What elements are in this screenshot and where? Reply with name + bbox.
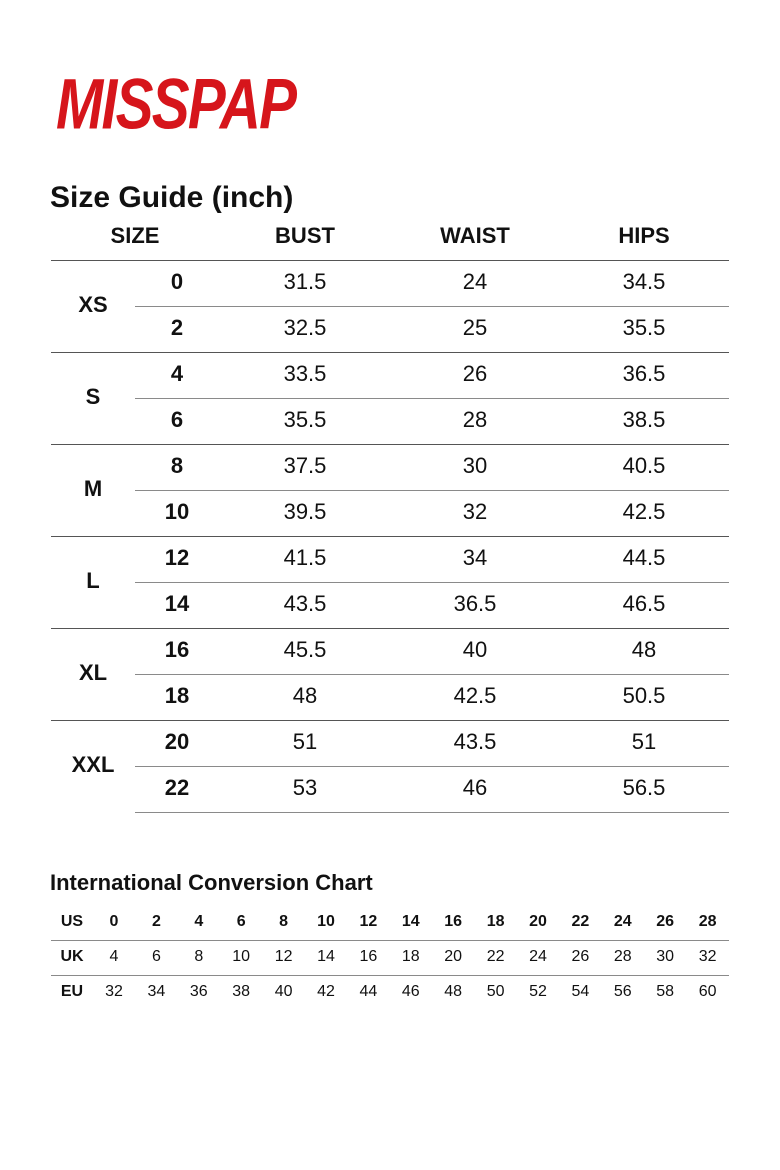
hips-cell: 48: [631, 637, 657, 662]
size-cell: 16: [164, 637, 190, 662]
conversion-cell: 12: [359, 913, 378, 930]
waist-cell: 34: [462, 545, 488, 570]
group-divider: [51, 352, 729, 353]
conversion-cell: 8: [279, 913, 289, 930]
conversion-cell: 52: [529, 983, 547, 1000]
hips-cell: 38.5: [622, 407, 666, 432]
table-bottom-line: [135, 812, 729, 813]
waist-cell: 32: [462, 499, 488, 524]
group-divider: [51, 536, 729, 537]
conversion-cell: 6: [236, 913, 246, 930]
conversion-cell: 58: [656, 983, 675, 1000]
group-divider: [51, 444, 729, 445]
conversion-cell: 0: [109, 913, 119, 930]
row-divider: [135, 398, 729, 399]
conversion-cell: 42: [317, 983, 335, 1000]
conversion-cell: 18: [401, 948, 420, 965]
row-divider: [135, 582, 729, 583]
conversion-cell: 38: [232, 983, 251, 1000]
conversion-cell: 28: [698, 913, 717, 930]
bust-cell: 31.5: [283, 269, 327, 294]
waist-cell: 43.5: [453, 729, 497, 754]
hips-cell: 34.5: [622, 269, 666, 294]
conversion-cell: 56: [613, 983, 632, 1000]
bust-cell: 32.5: [283, 315, 327, 340]
size-group-label: M: [83, 476, 103, 501]
conversion-row-label: US: [60, 913, 84, 930]
size-group-label: XL: [78, 660, 108, 685]
hips-cell: 44.5: [622, 545, 666, 570]
row-divider: [135, 490, 729, 491]
conversion-row-divider: [51, 975, 729, 976]
waist-cell: 46: [462, 775, 488, 800]
hips-cell: 42.5: [622, 499, 666, 524]
hips-cell: 50.5: [622, 683, 666, 708]
size-cell: 22: [164, 775, 190, 800]
conversion-cell: 12: [274, 948, 293, 965]
conversion-cell: 14: [317, 948, 335, 965]
conversion-cell: 16: [359, 948, 378, 965]
conversion-cell: 14: [401, 913, 420, 930]
size-cell: 4: [170, 361, 184, 386]
bust-cell: 37.5: [283, 453, 327, 478]
bust-cell: 39.5: [283, 499, 327, 524]
conversion-cell: 6: [151, 948, 161, 965]
conversion-cell: 26: [571, 948, 590, 965]
hips-cell: 35.5: [622, 315, 666, 340]
conversion-cell: 50: [486, 983, 505, 1000]
size-cell: 10: [164, 499, 190, 524]
bust-cell: 53: [292, 775, 318, 800]
conversion-cell: 8: [194, 948, 204, 965]
size-group-label: XXL: [71, 752, 115, 777]
conversion-cell: 34: [147, 983, 166, 1000]
waist-cell: 30: [462, 453, 488, 478]
waist-cell: 28: [462, 407, 488, 432]
conversion-cell: 18: [486, 913, 505, 930]
waist-cell: 25: [462, 315, 488, 340]
header-hips: HIPS: [618, 223, 670, 248]
waist-cell: 40: [462, 637, 488, 662]
conversion-cell: 46: [401, 983, 420, 1000]
size-cell: 6: [170, 407, 184, 432]
hips-cell: 40.5: [622, 453, 666, 478]
group-divider: [51, 720, 729, 721]
conversion-row-label: EU: [60, 983, 84, 1000]
conversion-cell: 20: [529, 913, 547, 930]
conversion-cell: 48: [444, 983, 463, 1000]
size-group-label: L: [86, 568, 100, 593]
conversion-cell: 20: [444, 948, 463, 965]
bust-cell: 48: [292, 683, 318, 708]
brand-logo: MISSPAP: [56, 63, 296, 144]
conversion-cell: 22: [571, 913, 590, 930]
bust-cell: 51: [292, 729, 318, 754]
conversion-cell: 24: [613, 913, 632, 930]
header-waist: WAIST: [440, 223, 510, 248]
hips-cell: 56.5: [622, 775, 666, 800]
conversion-row-label: UK: [60, 948, 84, 965]
size-cell: 8: [170, 453, 184, 478]
conversion-cell: 4: [194, 913, 204, 930]
size-group-label: XS: [78, 292, 108, 317]
bust-cell: 33.5: [283, 361, 327, 386]
conversion-cell: 44: [359, 983, 378, 1000]
header-bust: BUST: [275, 223, 335, 248]
bust-cell: 45.5: [283, 637, 327, 662]
bust-cell: 35.5: [283, 407, 327, 432]
conversion-row-divider: [51, 940, 729, 941]
conversion-cell: 60: [698, 983, 717, 1000]
size-cell: 20: [164, 729, 190, 754]
group-divider: [51, 628, 729, 629]
conversion-cell: 2: [151, 913, 161, 930]
size-cell: 0: [170, 269, 184, 294]
conversion-cell: 10: [317, 913, 335, 930]
conversion-cell: 28: [613, 948, 632, 965]
size-cell: 12: [164, 545, 190, 570]
hips-cell: 36.5: [622, 361, 666, 386]
group-divider: [51, 260, 729, 261]
conversion-cell: 30: [656, 948, 675, 965]
size-cell: 14: [164, 591, 190, 616]
waist-cell: 24: [462, 269, 488, 294]
conversion-title: International Conversion Chart: [50, 870, 373, 895]
hips-cell: 51: [631, 729, 657, 754]
conversion-cell: 22: [486, 948, 505, 965]
bust-cell: 43.5: [283, 591, 327, 616]
page-title: Size Guide (inch): [50, 181, 294, 214]
conversion-cell: 54: [571, 983, 590, 1000]
waist-cell: 26: [462, 361, 488, 386]
waist-cell: 42.5: [453, 683, 497, 708]
size-cell: 2: [170, 315, 184, 340]
conversion-cell: 36: [189, 983, 208, 1000]
conversion-cell: 24: [529, 948, 547, 965]
conversion-cell: 32: [698, 948, 717, 965]
conversion-cell: 40: [274, 983, 293, 1000]
bust-cell: 41.5: [283, 545, 327, 570]
conversion-cell: 32: [105, 983, 123, 1000]
conversion-cell: 4: [109, 948, 119, 965]
header-size: SIZE: [110, 223, 160, 248]
conversion-cell: 26: [656, 913, 675, 930]
conversion-cell: 16: [444, 913, 463, 930]
waist-cell: 36.5: [453, 591, 497, 616]
row-divider: [135, 766, 729, 767]
size-cell: 18: [164, 683, 190, 708]
conversion-cell: 10: [232, 948, 251, 965]
size-group-label: S: [85, 384, 101, 409]
row-divider: [135, 306, 729, 307]
row-divider: [135, 674, 729, 675]
hips-cell: 46.5: [622, 591, 666, 616]
